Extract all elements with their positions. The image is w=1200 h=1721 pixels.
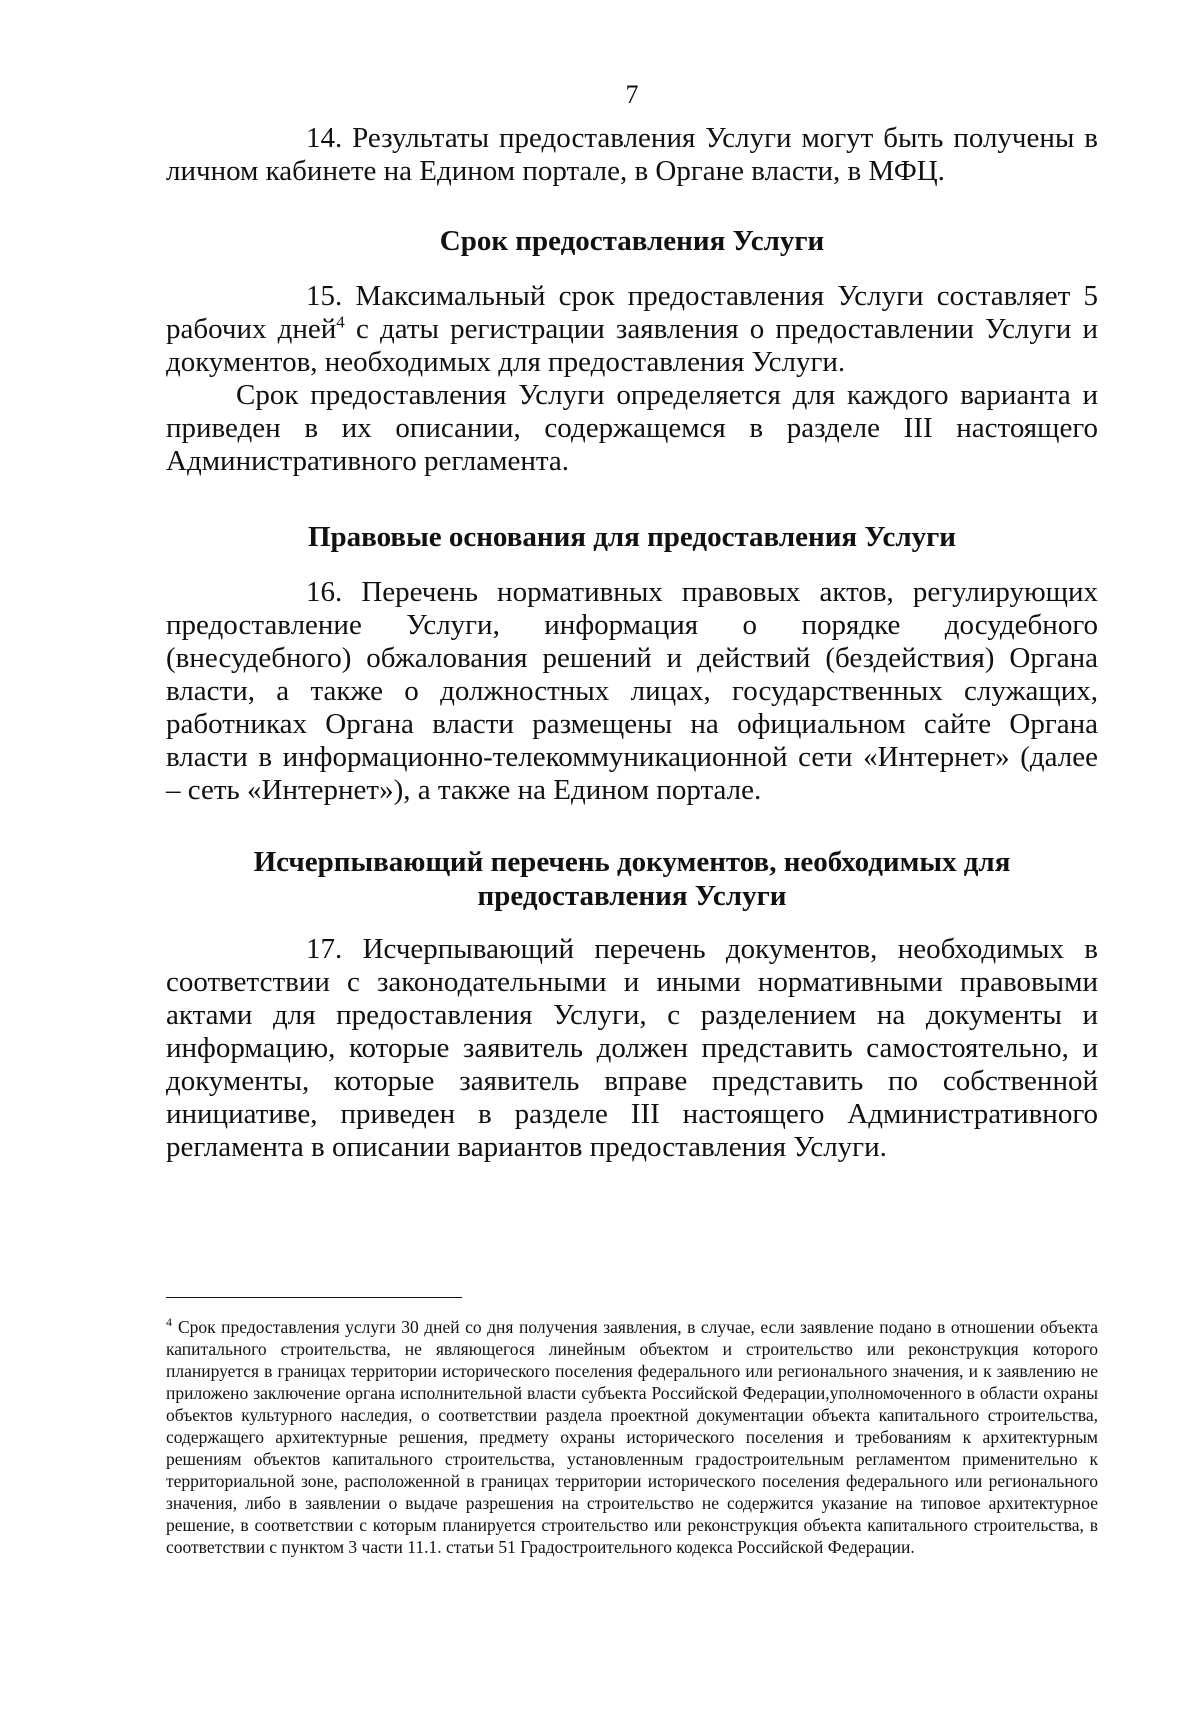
paragraph-text: с даты регистрации заявления о предоставлении Услуги и документов, необходимых для предоставления Услуги. [166,313,1098,378]
paragraph-number: 15. [306,280,343,312]
document-page [166,80,1098,1164]
paragraph-17 [166,933,1098,1164]
section-heading-docs-line-2: предоставления Услуги [477,880,787,912]
page-number: 7 [625,80,639,109]
paragraph-text: Перечень нормативных правовых актов, регулирующих предоставление Услуги, информация о порядке досудебного (внесудебного) обжалования решений и действий (бездействия) Органа власти, а также о должностных лицах, государственных служащих, работниках Органа власти размещены на официальном сайте Органа власти в информационно-телекоммуникационной сети «Интернет» (далее – сеть «Интернет»), а также на Едином портале. [166,576,1098,806]
paragraph-text: Исчерпывающий перечень документов, необходимых в соответствии с законодательными и иными нормативными правовыми актами для предоставления Услуги, с разделением на документы и информацию, которые заявитель должен представить самостоятельно, и документы, которые заявитель вправе представить по собственной инициативе, приведен в разделе III настоящего Административного регламента в описании вариантов предоставления Услуги. [166,933,1098,1163]
paragraph-15 [166,280,1098,379]
paragraph-text: Результаты предоставления Услуги могут быть получены в личном кабинете на Едином портале, в Органе власти, в МФЦ. [166,122,1098,187]
footnote-mark: 4 [166,1315,172,1330]
section-heading-term: Срок предоставления Услуги [439,225,825,257]
paragraph-number: 16. [306,576,343,608]
footnote-reference[interactable]: 4 [336,312,345,332]
paragraph-number: 17. [306,933,343,965]
paragraph-text: Максимальный срок предоставления Услуги составляет 5 рабочих дней [166,280,1098,345]
paragraph-number: 14. [306,122,343,154]
paragraph-14 [166,122,1098,188]
footnote-text: Срок предоставления услуги 30 дней со дня получения заявления, в случае, если заявление подано в отношении объекта капитального строительства, не являющегося линейным объектом и строительство или реконструкция которого планируется в границах территории исторического поселения федерального или регионального значения, и к заявлению не приложено заключение органа исполнительной власти субъекта Российской Федерации,уполномоченного в области охраны объектов культурного наследия, о соответствии раздела проектной документации объекта капитального строительства, содержащего архитектурные решения, предмету охраны исторического поселения и требованиям к архитектурным решениям объектов капитального строительства, установленным градостроительным регламентом применительно к территориальной зоне, расположенной в границах территории исторического поселения федерального или регионального значения, либо в заявлении о выдаче разрешения на строительство не содержится указание на типовое архитектурное решение, в соответствии с которым планируется строительство или реконструкция объекта капитального строительства, в соответствии с пунктом 3 части 11.1. статьи 51 Градостроительного кодекса Российской Федерации. [166,1317,1098,1557]
paragraph-15-continued: Срок предоставления Услуги определяется для каждого варианта и приведен в их описании, содержащемся в разделе III настоящего Административного регламента. [166,379,1098,477]
footnote-divider [166,1297,462,1298]
section-heading-docs-line-1: Исчерпывающий перечень документов, необходимых для [253,846,1011,878]
section-heading-legal: Правовые основания для предоставления Услуги [307,521,957,553]
footnote [166,1316,1098,1558]
paragraph-16 [166,576,1098,807]
